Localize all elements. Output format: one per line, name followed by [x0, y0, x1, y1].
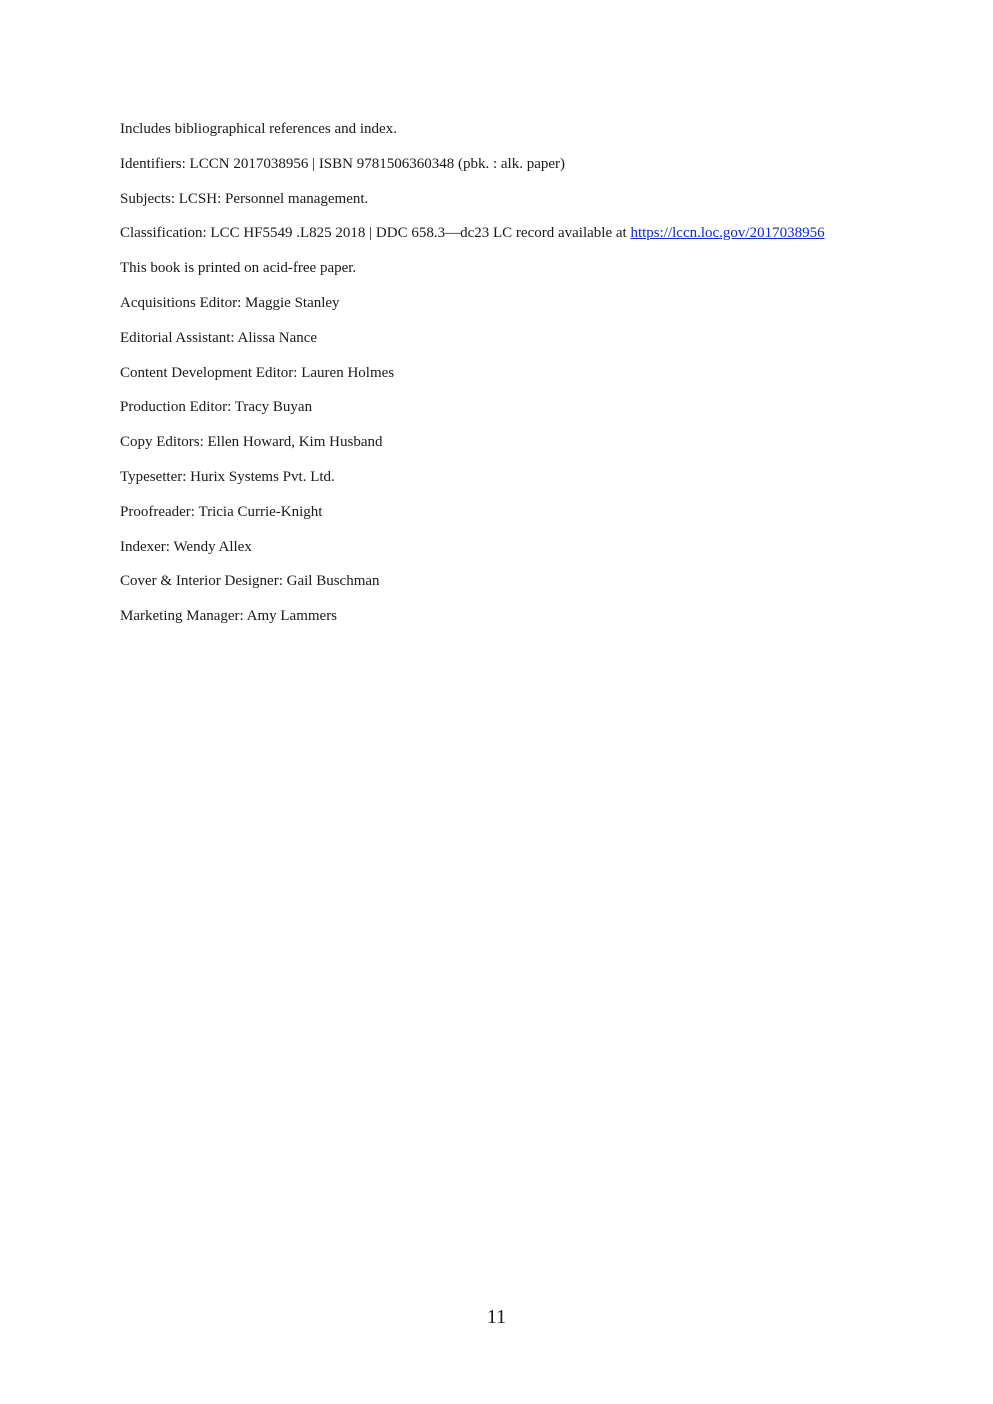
production-editor-line: Production Editor: Tracy Buyan [120, 399, 313, 416]
subjects-line: Subjects: LCSH: Personnel management. [120, 190, 369, 207]
marketing-manager-line: Marketing Manager: Amy Lammers [120, 608, 338, 625]
copy-editors-line: Copy Editors: Ellen Howard, Kim Husband [120, 434, 383, 451]
classification-line [120, 223, 920, 243]
page-number: 11 [486, 1306, 507, 1328]
indexer-line: Indexer: Wendy Allex [120, 538, 252, 555]
lc-record-link[interactable]: https://lccn.loc.gov/2017038956 [630, 225, 825, 242]
copyright-page-content [120, 119, 920, 641]
paper-note: This book is printed on acid-free paper. [120, 260, 357, 277]
typesetter-line: Typesetter: Hurix Systems Pvt. Ltd. [120, 468, 335, 485]
classification-text: Classification: LCC HF5549 .L825 2018 | DDC 658.3—dc23 LC record available at [120, 225, 631, 242]
acquisitions-editor-line: Acquisitions Editor: Maggie Stanley [120, 294, 340, 311]
editorial-assistant-line: Editorial Assistant: Alissa Nance [120, 329, 318, 346]
identifiers-line: Identifiers: LCCN 2017038956 | ISBN 9781506360348 (pbk. : alk. paper) [120, 155, 566, 172]
proofreader-line: Proofreader: Tricia Currie-Knight [120, 503, 323, 520]
designer-line: Cover & Interior Designer: Gail Buschman [120, 573, 380, 590]
content-development-editor-line: Content Development Editor: Lauren Holmes [120, 364, 395, 381]
bibliography-note: Includes bibliographical references and index. [120, 121, 397, 137]
